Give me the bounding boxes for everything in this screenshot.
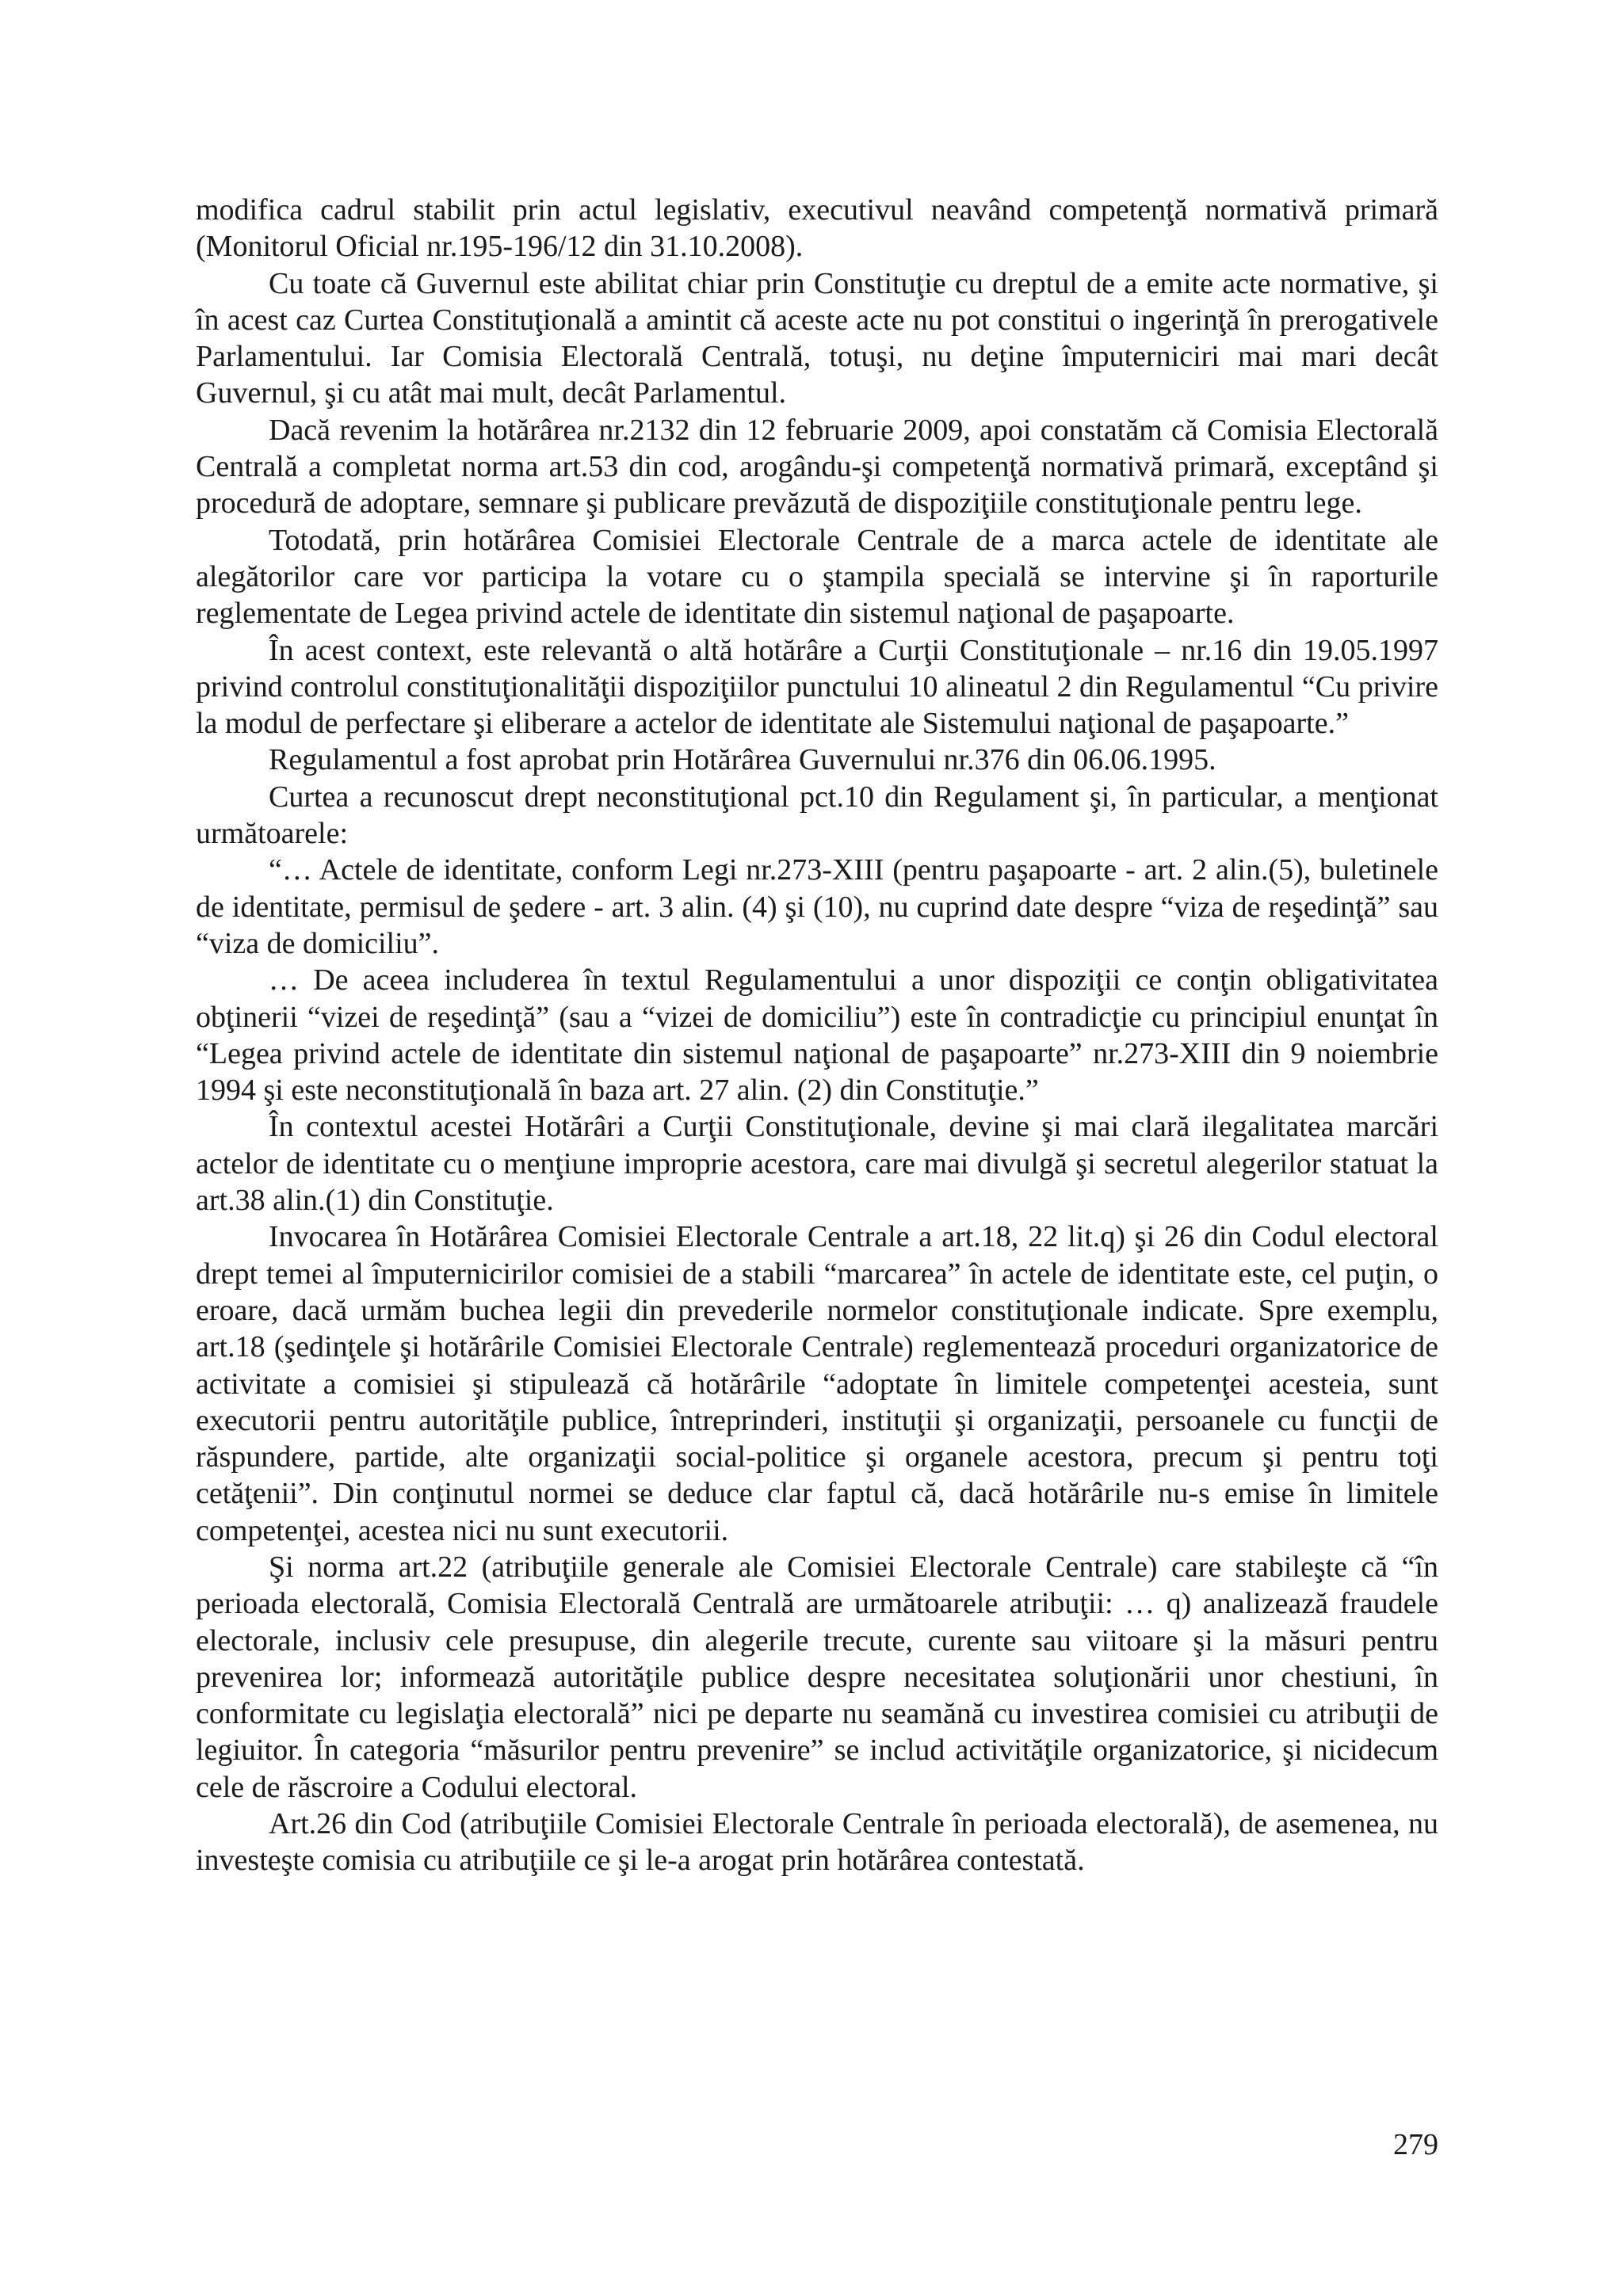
- page-body: [196, 192, 1438, 1879]
- quote-paragraph: … De aceea includerea în textul Regulamentului a unor dispoziţii ce conţin obligativitatea obţinerii “vizei de reşedinţă” (sau a “vizei de domiciliu”) este în contradicţie cu principiul enunţat în “Legea privind actele de identitate din sistemul naţional de paşapoarte” nr.273-XIII din 9 noiembrie 1994 şi este neconstituţională în baza art. 27 alin. (2) din Constituţie.”: [196, 963, 1438, 1108]
- paragraph: Regulamentul a fost aprobat prin Hotărârea Guvernului nr.376 din 06.06.1995.: [269, 743, 1216, 777]
- paragraph: Cu toate că Guvernul este abilitat chiar prin Constituţie cu dreptul de a emite acte normative, şi în acest caz Curtea Constituţională a amintit că aceste acte nu pot constitui o ingerinţă în prerogativele Parlamentului. Iar Comisia Electorală Centrală, totuşi, nu deţine împuterniciri mai mari decât Guvernul, şi cu atât mai mult, decât Parlamentul.: [196, 266, 1438, 410]
- page-number: 279: [1393, 2128, 1438, 2161]
- paragraph: Invocarea în Hotărârea Comisiei Electorale Centrale a art.18, 22 lit.q) şi 26 din Codul electoral drept temei al împuternicirilor comisiei de a stabili “marcarea” în actele de identitate este, cel puţin, o eroare, dacă urmăm buchea legii din prevederile normelor constituţionale indicate. Spre exemplu, art.18 (şedinţele şi hotărârile Comisiei Electorale Centrale) reglementează proceduri organizatorice de activitate a comisiei şi stipulează că hotărârile “adoptate în limitele competenţei acesteia, sunt executorii pentru autorităţile publice, întreprinderi, instituţii şi organizaţii, persoanele cu funcţii de răspundere, partide, alte organizaţii social-politice şi organele acestora, precum şi pentru toţi cetăţenii”. Din conţinutul normei se deduce clar faptul că, dacă hotărârile nu-s emise în limitele competenţei, acestea nici nu sunt executorii.: [196, 1220, 1438, 1547]
- quote-paragraph: “… Actele de identitate, conform Legi nr.273-XIII (pentru paşapoarte - art. 2 alin.(5), buletinele de identitate, permisul de şedere - art. 3 alin. (4) şi (10), nu cuprind date despre “viza de reşedinţă” sau “viza de domiciliu”.: [196, 853, 1438, 960]
- paragraph: În contextul acestei Hotărâri a Curţii Constituţionale, devine şi mai clară ilegalitatea marcări actelor de identitate cu o menţiune improprie acestora, care mai divulgă şi secretul alegerilor statuat la art.38 alin.(1) din Constituţie.: [196, 1110, 1438, 1218]
- paragraph: Totodată, prin hotărârea Comisiei Electorale Centrale de a marca actele de identitate ale alegătorilor care vor participa la votare cu o ştampila specială se intervine şi în raporturile reglementate de Legea privind actele de identitate din sistemul naţional de paşapoarte.: [196, 523, 1438, 631]
- paragraph: Art.26 din Cod (atribuţiile Comisiei Electorale Centrale în perioada electorală), de asemenea, nu investeşte comisia cu atribuţiile ce şi le-a arogat prin hotărârea contestată.: [196, 1807, 1438, 1878]
- paragraph: Şi norma art.22 (atribuţiile generale ale Comisiei Electorale Centrale) care stabileşte că “în perioada electorală, Comisia Electorală Centrală are următoarele atribuţii: … q) analizează fraudele electorale, inclusiv cele presupuse, din alegerile trecute, curente sau viitoare şi la măsuri pentru prevenirea lor; informează autorităţile publice despre necesitatea soluţionării unor chestiuni, în conformitate cu legislaţia electorală” nici pe departe nu seamănă cu investirea comisiei cu atribuţii de legiuitor. În categoria “măsurilor pentru prevenire” se includ activităţile organizatorice, şi nicidecum cele de răscroire a Codului electoral.: [196, 1550, 1438, 1804]
- paragraph: Dacă revenim la hotărârea nr.2132 din 12 februarie 2009, apoi constatăm că Comisia Electorală Centrală a completat norma art.53 din cod, arogându-şi competenţă normativă primară, exceptând şi procedură de adoptare, semnare şi publicare prevăzută de dispoziţiile constituţionale pentru lege.: [196, 413, 1438, 521]
- paragraph: Curtea a recunoscut drept neconstituţional pct.10 din Regulament şi, în particular, a menţionat următoarele:: [196, 780, 1438, 851]
- paragraph: În acest context, este relevantă o altă hotărâre a Curţii Constituţionale – nr.16 din 19.05.1997 privind controlul constituţionalităţii dispoziţiilor punctului 10 alineatul 2 din Regulamentul “Cu privire la modul de perfectare şi eliberare a actelor de identitate ale Sistemului naţional de paşapoarte.”: [196, 633, 1438, 741]
- paragraph: modifica cadrul stabilit prin actul legislativ, executivul neavând competenţă normativă primară (Monitorul Oficial nr.195-196/12 din 31.10.2008).: [196, 193, 1438, 264]
